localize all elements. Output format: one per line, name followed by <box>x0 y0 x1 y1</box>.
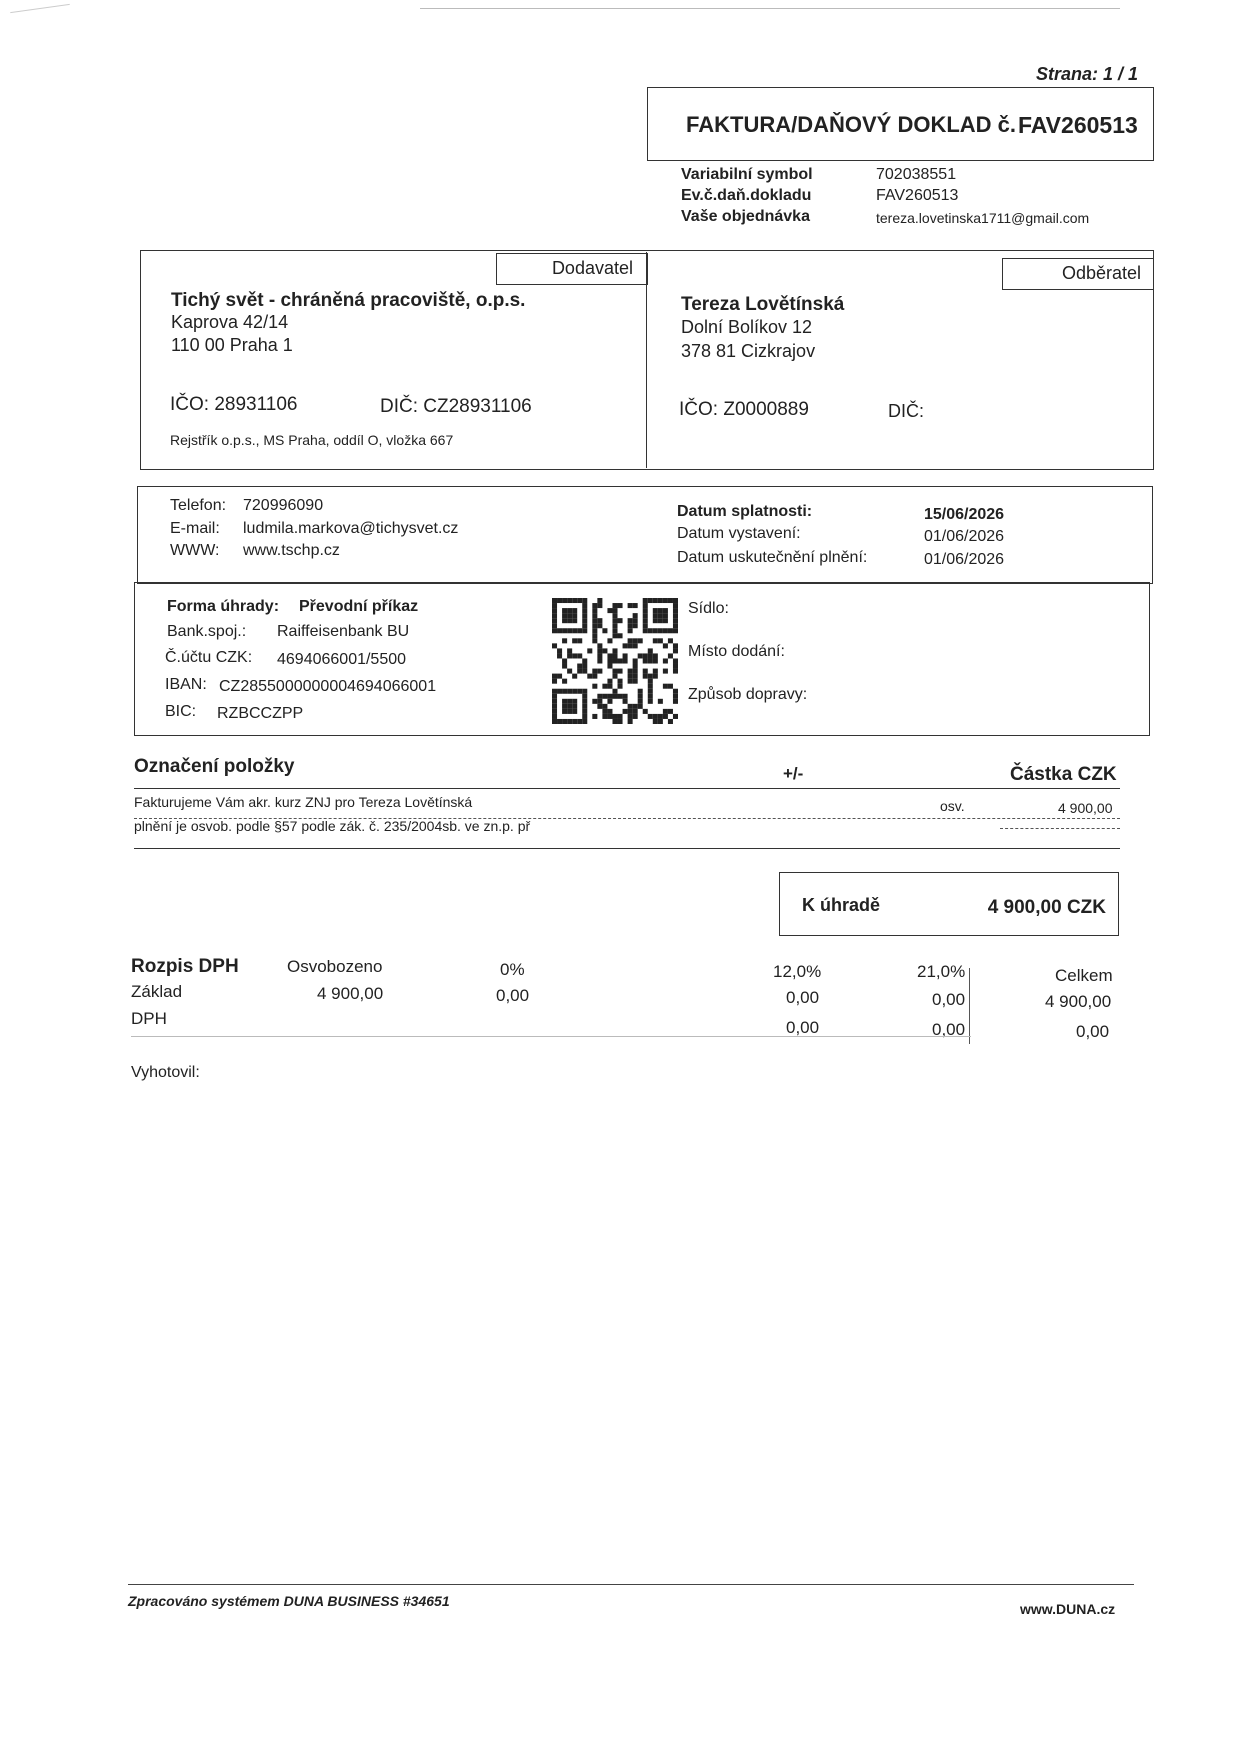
item-amount: 4 900,00 <box>1058 800 1113 816</box>
vat-cell: 4 900,00 <box>317 984 384 1003</box>
seat-label: Sídlo: <box>688 600 729 617</box>
invoice-number: FAV260513 <box>1018 112 1138 138</box>
transport-label: Způsob dopravy: <box>688 686 808 703</box>
item-vat: osv. <box>940 798 965 814</box>
web-label: WWW: <box>170 542 220 559</box>
supplier-register: Rejstřík o.p.s., MS Praha, oddíl O, vložka 667 <box>170 432 454 448</box>
vat-cell: 0,00 <box>932 990 966 1009</box>
ref-label: Vaše objednávka <box>681 208 810 225</box>
vat-row-label: Základ <box>131 982 183 1001</box>
title-box <box>647 87 1154 161</box>
bic: RZBCCZPP <box>217 705 304 722</box>
vat-col-header: Osvobozeno <box>287 957 383 976</box>
total-box <box>779 872 1119 936</box>
supply-date: 01/06/2026 <box>924 551 1005 568</box>
vat-cell: 4 900,00 <box>1045 992 1112 1011</box>
total-amount: 4 900,00 CZK <box>987 897 1106 918</box>
email-label: E-mail: <box>170 520 220 537</box>
item-divider <box>1000 828 1120 829</box>
supplier-ico: IČO: 28931106 <box>170 394 298 415</box>
customer-city: 378 81 Cizkrajov <box>681 341 816 361</box>
vat-row-label: DPH <box>131 1009 167 1028</box>
vat-col-header: 12,0% <box>773 962 822 981</box>
website: www.tschp.cz <box>243 542 340 559</box>
email: ludmila.markova@tichysvet.cz <box>243 520 459 537</box>
iban-label: IBAN: <box>165 676 207 693</box>
issue-date-label: Datum vystavení: <box>677 525 801 542</box>
footer-rule <box>128 1584 1134 1585</box>
qr-code-icon <box>552 598 678 724</box>
account-number: 4694066001/5500 <box>277 651 407 668</box>
document-title: FAKTURA/DAŇOVÝ DOKLAD č. <box>686 112 1017 137</box>
footer-website: www.DUNA.cz <box>1020 1601 1116 1617</box>
customer-label-box <box>1002 258 1154 290</box>
vat-col-header: 21,0% <box>917 962 966 981</box>
vat-cell: 0,00 <box>496 986 530 1005</box>
bic-label: BIC: <box>165 703 197 720</box>
items-header-amount: Částka CZK <box>1010 764 1117 785</box>
supplier-street: Kaprova 42/14 <box>171 312 289 332</box>
ref-label: Ev.č.daň.dokladu <box>681 187 812 204</box>
vat-table-rule <box>131 1036 971 1037</box>
customer-label: Odběratel <box>1061 263 1141 283</box>
items-end-rule <box>134 848 1120 849</box>
ref-label: Variabilní symbol <box>681 166 813 183</box>
supplier-dic: DIČ: CZ28931106 <box>380 396 532 417</box>
page-number: Strana: 1 / 1 <box>1036 64 1139 84</box>
total-label: K úhradě <box>802 895 881 915</box>
ref-value: FAV260513 <box>876 187 959 204</box>
customer-ico: IČO: Z0000889 <box>679 399 809 420</box>
vat-table-title: Rozpis DPH <box>131 956 239 977</box>
vat-cell: 0,00 <box>786 1018 820 1037</box>
vat-cell: 0,00 <box>1076 1022 1110 1041</box>
items-header-rule <box>134 788 1120 789</box>
phone: 720996090 <box>243 497 324 514</box>
footer-system: Zpracováno systémem DUNA BUSINESS #34651 <box>128 1593 450 1609</box>
account-label: Č.účtu CZK: <box>165 649 253 666</box>
customer-street: Dolní Bolíkov 12 <box>681 317 813 337</box>
payment-method: Převodní příkaz <box>299 598 419 615</box>
payment-method-label: Forma úhrady: <box>167 598 280 615</box>
items-header-name: Označení položky <box>134 756 295 777</box>
supplier-label: Dodavatel <box>551 258 633 278</box>
due-date-label: Datum splatnosti: <box>677 503 813 520</box>
customer-dic: DIČ: <box>888 401 924 421</box>
scan-artifact <box>420 8 1120 9</box>
phone-label: Telefon: <box>170 497 227 514</box>
iban: CZ2855000000004694066001 <box>219 678 437 695</box>
item-description: Fakturujeme Vám akr. kurz ZNJ pro Tereza Lovětínská <box>134 794 473 810</box>
scan-artifact <box>10 4 70 13</box>
delivery-place-label: Místo dodání: <box>688 643 785 660</box>
bank: Raiffeisenbank BU <box>277 623 410 640</box>
supplier-city: 110 00 Praha 1 <box>171 335 293 355</box>
vat-cell: 0,00 <box>932 1020 966 1039</box>
vat-col-header: Celkem <box>1055 966 1113 985</box>
ref-value: 702038551 <box>876 166 957 183</box>
bank-label: Bank.spoj.: <box>167 623 247 640</box>
supplier-label-box <box>496 253 648 285</box>
prepared-by-label: Vyhotovil: <box>131 1064 200 1081</box>
vat-col-divider <box>969 968 970 1044</box>
item-note: plnění je osvob. podle §57 podle zák. č. 235/2004sb. ve zn.p. př <box>134 818 531 834</box>
issue-date: 01/06/2026 <box>924 528 1005 545</box>
ref-value: tereza.lovetinska1711@gmail.com <box>876 210 1090 226</box>
vat-cell: 0,00 <box>786 988 820 1007</box>
supply-date-label: Datum uskutečnění plnění: <box>677 549 868 566</box>
due-date: 15/06/2026 <box>924 506 1005 523</box>
customer-name: Tereza Lovětínská <box>681 294 845 315</box>
vat-col-header: 0% <box>500 960 525 979</box>
items-header-plusminus: +/- <box>783 764 804 783</box>
supplier-name: Tichý svět - chráněná pracoviště, o.p.s. <box>171 290 526 311</box>
